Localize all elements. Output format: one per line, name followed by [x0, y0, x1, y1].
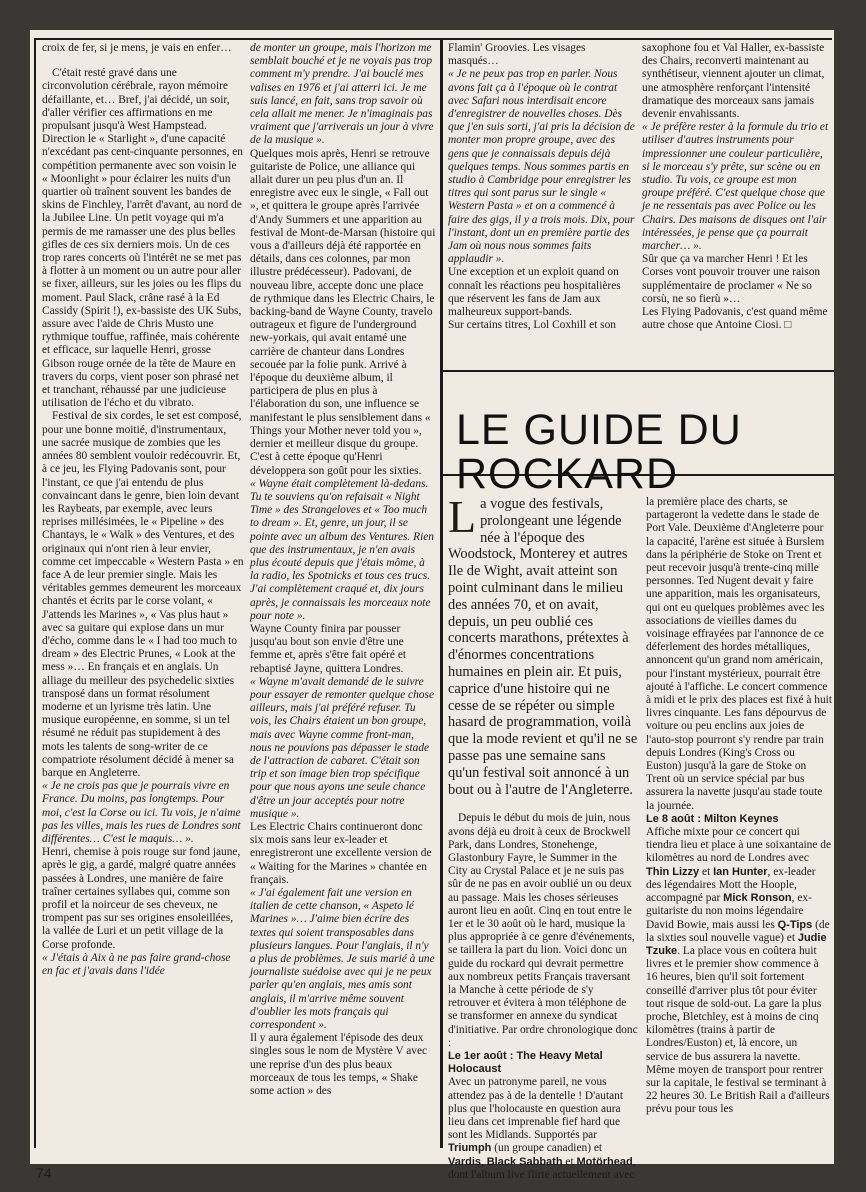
paragraph [646, 826, 832, 1116]
band-name: Vardis [448, 1155, 482, 1168]
headline-line-1: LE GUIDE DU [456, 406, 742, 454]
lead-text: a vogue des festivals, prolongeant une légende née à l'époque des Woodstock, Monterey et autres Ile de Wight, avait atteint son point culminant dans le milieu des années 70, et on avait, depuis, un peu oublié ces concerts marathons, prétextes à d'énormes concentrations humaines en plein air. Et puis, caprice d'une histoire qui ne cesse de se répéter ou simple hasard de programmation, voilà que la mode revient et qu'il ne se passe pas une semaine sans qu'un festival soit annoncé à un bout ou à l'autre de l'Angleterre. [448, 496, 638, 798]
band-name: Mick Ronson [723, 892, 792, 905]
paragraph: Flamin' Groovies. Les visages masqués… [448, 42, 586, 68]
column-rule-center [440, 38, 443, 1148]
band-name: Triumph [448, 1142, 492, 1155]
text: (un groupe canadien) et [491, 1142, 603, 1155]
guide-column-2 [646, 496, 832, 1150]
quote-text: « Je ne peux pas trop en parler. Nous avons fait ça à l'époque où le contrat avec Safari nous interdisait encore d'enregistrer de nouvelles choses. Dès que j'en suis sorti, j'ai pris la décision de monter mon propre groupe, avec des gens que je connaissais depuis déjà quelques temps. Nous sommes partis en studio à Cambridge pour enregistrer les titres qui sont parus sur le single « Western Pasta » et on a commencé à faire des gigs, il y a trois mois. Dix, pour l'instant, dont un en première partie des Jam où nous nous sommes faits applaudir ». [448, 68, 635, 266]
guide-headline [456, 408, 836, 496]
paragraph: croix de fer, si je mens, je vais en enfer… [42, 42, 232, 54]
top-rule [34, 38, 832, 40]
paragraph: Festival de six cordes, le set est composé, pour une bonne moitié, d'instrumentaux, une sacrée musique de zombies que les années 80 semblent vouloir redécouvrir. Et, à ce jeu, les Flying Padovanis sont, pour l'instant, ce que j'ai entendu de plus convaincant dans le genre, bien loin devant les Raybeats, par exemple, avec leurs reprises millésimées, le « Pipeline » des Chantays, le « Walk » des Ventures, et des originaux qui n'ont rien à leur envier, comme cet impeccable « Western Pasta » en face A de leur premier single. Mais les véritables gemmes demeurent les morceaux chantés et écrits par le corse volant, « J'attends les Marines », « Vas plus haut » avec sa guitare qui explose dans un mur d'écho, comme dans le « I had too much to dream » des Electric Prunes, « Look at the mess »… En français et en anglais. Un alliage du meilleur des psychedelic sixties transposé dans un format résolument moderne et un lyrisme très latin. Une musique européenne, en somme, si un tel résumé ne réduit pas stupidement à des mots les talents de song-writer de ce compatriote résolument décidé à mener sa barque en Angleterre. [42, 410, 244, 779]
headline-top-rule [443, 370, 834, 372]
paragraph: la première place des charts, se partageront la vedette dans le stade de Port Vale. Deuxième d'Angleterre pour la capacité, l'arène est située à Burslem dans la périphérie de Stoke on Trent et peut recevoir jusqu'à trente-cinq mille personnes. Ted Nugent devait y faire une apparition, mais les organisateurs, qui ont eu quelques problèmes avec les associations de vieilles dames du voisinage effrayées par l'annonce de ce déferlement des hordes métalliques, annoncent qu'un grand nom américain, pour l'instant mystérieux, pourrait être ajouté à l'affiche. Le concert commence à midi et le prix des places est fixé à huit livres cinquante. Les fans dépourvus de voiture ou peu enclins aux joies de l'auto-stop pourront s'y rendre par train depuis Londres (King's Cross ou Euston) jusqu'à la gare de Stoke on Trent où un service spécial par bus assurera la navette jusqu'au stade toute la journée. [646, 496, 832, 812]
text: et [562, 1155, 577, 1168]
drop-cap: L [448, 491, 477, 542]
column-rule-left [34, 38, 36, 1148]
text: , ex-leader des légendaires Mott the Hoople, accompagné par [646, 865, 816, 905]
quote-paragraph [250, 887, 436, 1032]
text: , [481, 1155, 487, 1168]
section-heading [646, 813, 832, 826]
paragraph: Il y aura également l'épisode des deux singles sous le nom de Mystère V avec une reprise d'un des plus beaux morceaux de tous les temps, « Shake some action » des [250, 1032, 428, 1098]
band-name: Q-Tips [777, 918, 813, 931]
text: (de la sixties soul nouvelle vague) et [646, 918, 830, 944]
heading-text: Le 8 août : Milton Keynes [646, 812, 779, 825]
quote-paragraph [250, 478, 436, 623]
quote-paragraph [42, 952, 244, 978]
quote-text: de monter un groupe, mais l'horizon me semblait bouché et je ne voyais pas trop comment m'y prendre. J'ai bouclé mes valises en 1976 et j'ai atterri ici. Je me suis lancé, en fait, sans trop savoir où cela allait me mener. Je n'imaginais pas vraiment que j'arriverais un jour à vivre de la musique ». [250, 42, 434, 147]
quote-text: « J'ai également fait une version en italien de cette chanson, « Aspeto lé Marines »… J'aime bien écrire des textes qui soient transposables dans plusieurs langues. Pour l'anglais, il n'y a plus de problèmes. Je suis marié à une journaliste suédoise avec qui je ne peux parler qu'en anglais, mes amis sont anglais, il m'arrive même souvent d'oublier les mots français qui correspondent ». [250, 887, 435, 1032]
band-name: Motörhead [576, 1155, 633, 1168]
paragraph: Quelques mois après, Henri se retrouve guitariste de Police, une alliance qui allait durer un peu plus d'un an. Il enregistre avec eux le single, « Fall out », et quittera le groupe après l'arrivée d'Andy Summers et une apparition au festival de Mont-de-Marsan (histoire qui vous a d'ailleurs déjà été rapportée en détails, dans ces colonnes, par mon illustre prédécesseur). Padovani, de nouveau libre, accepte donc une place de rythmique dans les Electric Chairs, le backing-band de Wayne County, travelo outrageux et figure de l'underground new-yorkais, qui avait entamé une carrière de chanteur dans Londres secouée par la folie punk. Arrivé à l'époque du deuxième album, il participera de plus en plus à l'élaboration du son, une influence se manifestant le plus sensiblement dans « Things your Mother never told you », dernier et meilleur disque du groupe. C'est à cette époque qu'Henri développera son goût pour les sixties. [250, 147, 436, 477]
band-name: Thin Lizzy [646, 865, 700, 878]
paragraph: Sûr que ça va marcher Henri ! Et les Corses vont pouvoir trouver une raison supplémentaire de proclamer « Ne so corsù, ne so fierù »… [642, 253, 821, 305]
quote-paragraph [250, 42, 436, 148]
quote-text: « Je préfère rester à la formule du trio et utiliser d'autres instruments pour impressionner une couleur particulière, si le morceau s'y prête, sur scène ou en studio. Tu vois, ce groupe est mon groupe préféré. C'est quelque chose que je ne ressentais pas avec Police ou les Chairs. Des maisons de disques ont l'air intéressées, je pense que ça pourrait marcher… ». [642, 121, 829, 253]
text: . La place vous en coûtera huit livres et le premier show commence à 16 heures, bien qu'il soit fortement conseillé d'arriver plus tôt pour éviter tout risque de sold-out. La gare la plus proche, Bletchley, est à moins de cinq kilomètres (trains à partir de Londres/Euston) et, là encore, un service de bus assurera la navette. Même moyen de transport pour rentrer sur la capitale, le festival se terminant à 22 heures 30. Le British Rail a d'ailleurs prévu pour tous les [646, 944, 830, 1116]
paragraph: Les Electric Chairs continueront donc six mois sans leur ex-leader et enregistreront une excellente version de « Waiting for the Marines » chantée en français. [250, 820, 432, 886]
headline-line-2: ROCKARD [456, 450, 679, 498]
text: et [699, 865, 714, 878]
quote-paragraph [42, 780, 244, 846]
article-column-2 [250, 42, 436, 1150]
section-heading [448, 1050, 638, 1076]
text: , dont l'album live flirte actuellement avec [448, 1155, 636, 1181]
quote-text: « Wayne m'avait demandé de le suivre pour essayer de remonter quelque chose ailleurs, mais j'ai préféré refuser. Tu vois, les Chairs étaient un bon groupe, mais avec Wayne comme front-man, nous ne pouvions pas dépasser le stade de l'attraction de cabaret. C'était son trip et son image bien trop spécifique pour que nous ayons une seule chance d'être un jour acceptés pour notre musique ». [250, 675, 434, 820]
article-column-3 [448, 42, 636, 368]
guide-column-1 [448, 491, 638, 1181]
paragraph: Henri, chemise à pois rouge sur fond jaune, après le gig, a gardé, malgré quatre années passées à Londres, une manière de faire traîner certaines syllabes qui, comme son profil et la noirceur de ses cheveux, ne trompent pas sur ses origines ensoleillées, la vallée de Luri et un petit village de la Corse profonde. [42, 846, 241, 951]
heading-text: Le 1er août : The Heavy Metal Holocaust [448, 1050, 603, 1076]
band-name: Black Sabbath [486, 1155, 563, 1168]
lead-paragraph [448, 491, 638, 798]
paragraph [448, 1076, 638, 1182]
paragraph: Wayne County finira par pousser jusqu'au bout son envie d'être une femme et, après s'être fait opéré et rebaptisé Jayne, quittera Londres. [250, 622, 407, 675]
text: , ex-guitariste du non moins légendaire David Bowie, mais aussi les [646, 892, 812, 931]
quote-text: « Je ne crois pas que je pourrais vivre en France. Du moins, pas longtemps. Pour moi, c'est la Corse ou ici. Tu vois, je n'aime pas les villes, mais les rues de Londres sont différentes… C'est le maquis… ». [42, 780, 241, 845]
band-name: Judie Tzuke [646, 931, 827, 957]
quote-text: « J'étais à Aix à ne pas faire grand-chose en fac et j'avais dans l'idée [42, 951, 231, 978]
paragraph: Sur certains titres, Lol Coxhill et son [448, 319, 616, 332]
article-column-1 [42, 42, 244, 1150]
text: Avec un patronyme pareil, ne vous attendez pas à de la dentelle ! D'autant plus que l'holocauste en question aura lieu dans cet imprenable fief hard que sont les Midlands. Supportés par [448, 1076, 624, 1142]
article-column-4 [642, 42, 830, 368]
quote-paragraph [250, 676, 436, 821]
paragraph: Depuis le début du mois de juin, nous avons déjà eu droit à ceux de Brockwell Park, dans Londres, Stonehenge, Glastonbury Fayre, le Summer in the City au Crystal Palace et je ne suis pas sûr de ne pas en avoir oublié un ou deux au passage. Mais les choses sérieuses auront lieu en août. Cinq en tout entre le 1er et le 30 août où le hard, musique la plus appropriée à ce genre d'événements, se taillera la part du lion. Voici donc un guide du rockard qui devrait permettre aux nombreux petits Français traversant la Manche à cette période de s'y retrouver et évitera à mon téléphone de se transformer en annexe du syndicat d'initiative. Par ordre chronologique donc : [448, 812, 638, 1049]
quote-paragraph [642, 121, 830, 253]
band-name: Ian Hunter [713, 865, 768, 878]
quote-text: « Wayne était complètement là-dedans. Tu te souviens qu'on refaisait « Night Time » des Strangeloves et « Too much to dream ». Et, genre, un jour, il se pointe avec un album des Ventures. Rien que des instrumentaux, je n'en avais plus écouté depuis que j'étais môme, à la radio, les Spotnicks et tous ces trucs. J'ai complètement craqué et, dix jours après, je connaissais les morceaux note pour note ». [250, 477, 434, 622]
page-number: 74 [36, 1165, 52, 1181]
quote-paragraph [448, 68, 636, 266]
paragraph: C'était resté gravé dans une circonvolution cérébrale, rayon mémoire défaillante, et… Bref, j'ai décidé, un soir, d'aller vérifier ces affirmations en me propulsant jusqu'à West Hampstead. Direction le « Starlight », d'une capacité n'excédant pas cent-cinquante personnes, en compétition permanente avec son voisin le « Moonlight » pour éclairer les nuits d'un quartier où traînent souvent les bandes de skins de Finchley, l'arrêt d'avant, au nord de la Jubilee Line. Un petit voyage qui m'a permis de me ramasser une des plus belles gifles de ces six derniers mois. Un de ces trop rares concerts où l'intérêt ne se met pas à flotter à un moment ou un autre pour aller se fixer, ailleurs, sur les joies ou les flips du moment. Paul Slack, crâne rasé à la Ed Cassidy (Spirit !), ex-bassiste des UK Subs, assure avec l'aide de Chris Musto une rythmique touffue, raffinée, mais cohérente et efficace, sur laquelle Henri, grosse Gibson rouge ornée de la tête de Maure en travers du corps, vient poser son phrasé net et tranchant, réhaussé par une judicieuse utilisation de l'écho et du vibrato. [42, 67, 243, 410]
text: Affiche mixte pour ce concert qui tiendra lieu et place à une soixantaine de kilomètres au nord de Londres avec [646, 826, 832, 865]
paragraph: Une exception et un exploit quand on connaît les réactions peu hospitalières que réservent les fans de Jam aux malheureux support-bands. [448, 266, 621, 319]
magazine-page [30, 30, 834, 1181]
paragraph: saxophone fou et Val Haller, ex-bassiste des Chairs, reconverti maintenant au synthétiseur, viennent ajouter un climat, une atmosphère renforçant l'intensité dramatique des morceaux sans jamais devenir envahissants. [642, 42, 825, 121]
paragraph: Les Flying Padovanis, c'est quand même autre chose que Antoine Ciosi. □ [642, 306, 828, 332]
